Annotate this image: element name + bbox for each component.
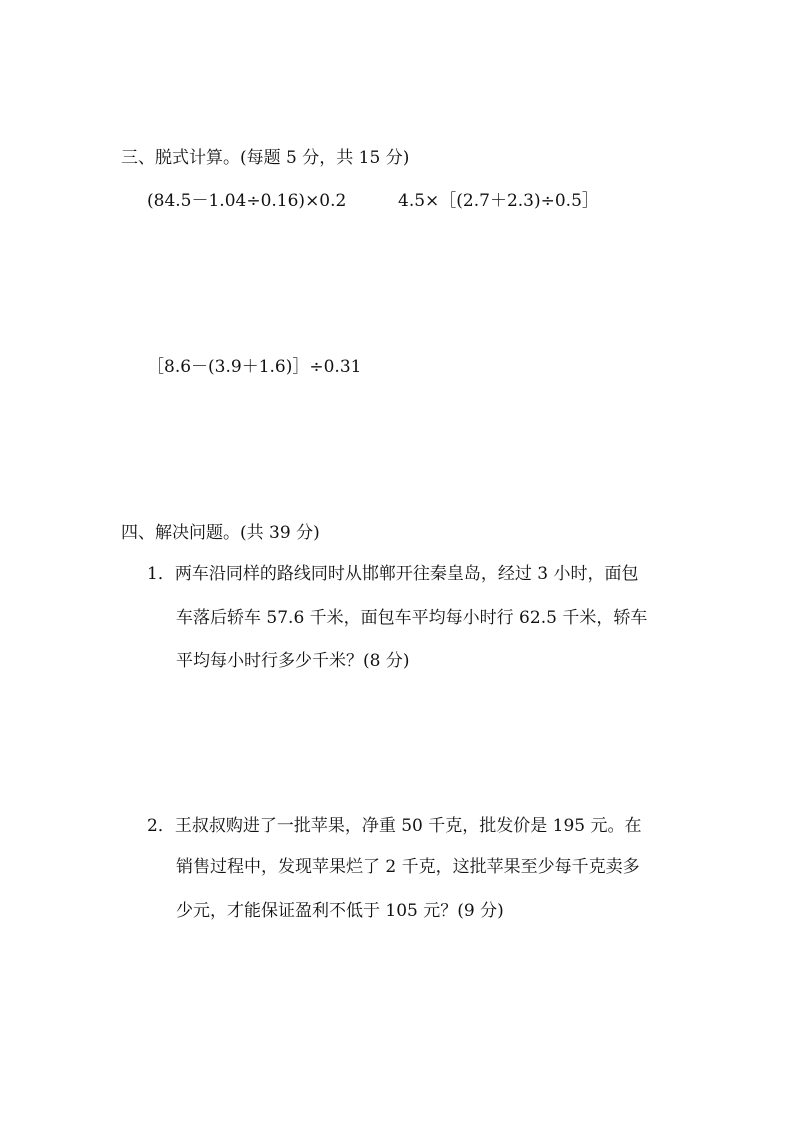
section-3-heading: 三、脱式计算。(每题 5 分，共 15 分) xyxy=(121,148,410,168)
word-problem-2-line-2: 销售过程中，发现苹果烂了 2 千克，这批苹果至少每千克卖多 xyxy=(176,857,640,877)
calc-problem-3: ［8.6－(3.9＋1.6)］÷0.31 xyxy=(147,357,362,377)
word-problem-2-line-1: 2．王叔叔购进了一批苹果，净重 50 千克，批发价是 195 元。在 xyxy=(147,816,642,836)
word-problem-1-line-2: 车落后轿车 57.6 千米，面包车平均每小时行 62.5 千米，轿车 xyxy=(176,608,648,628)
word-problem-1-line-1: 1．两车沿同样的路线同时从邯郸开往秦皇岛，经过 3 小时，面包 xyxy=(147,564,639,584)
calc-problem-1: (84.5－1.04÷0.16)×0.2 xyxy=(147,191,347,211)
word-problem-1-line-3: 平均每小时行多少千米？(8 分) xyxy=(176,651,410,671)
section-4-heading: 四、解决问题。(共 39 分) xyxy=(121,523,320,543)
word-problem-2-line-3: 少元，才能保证盈利不低于 105 元？(9 分) xyxy=(176,901,504,921)
calc-problem-2: 4.5×［(2.7＋2.3)÷0.5］ xyxy=(398,191,599,211)
